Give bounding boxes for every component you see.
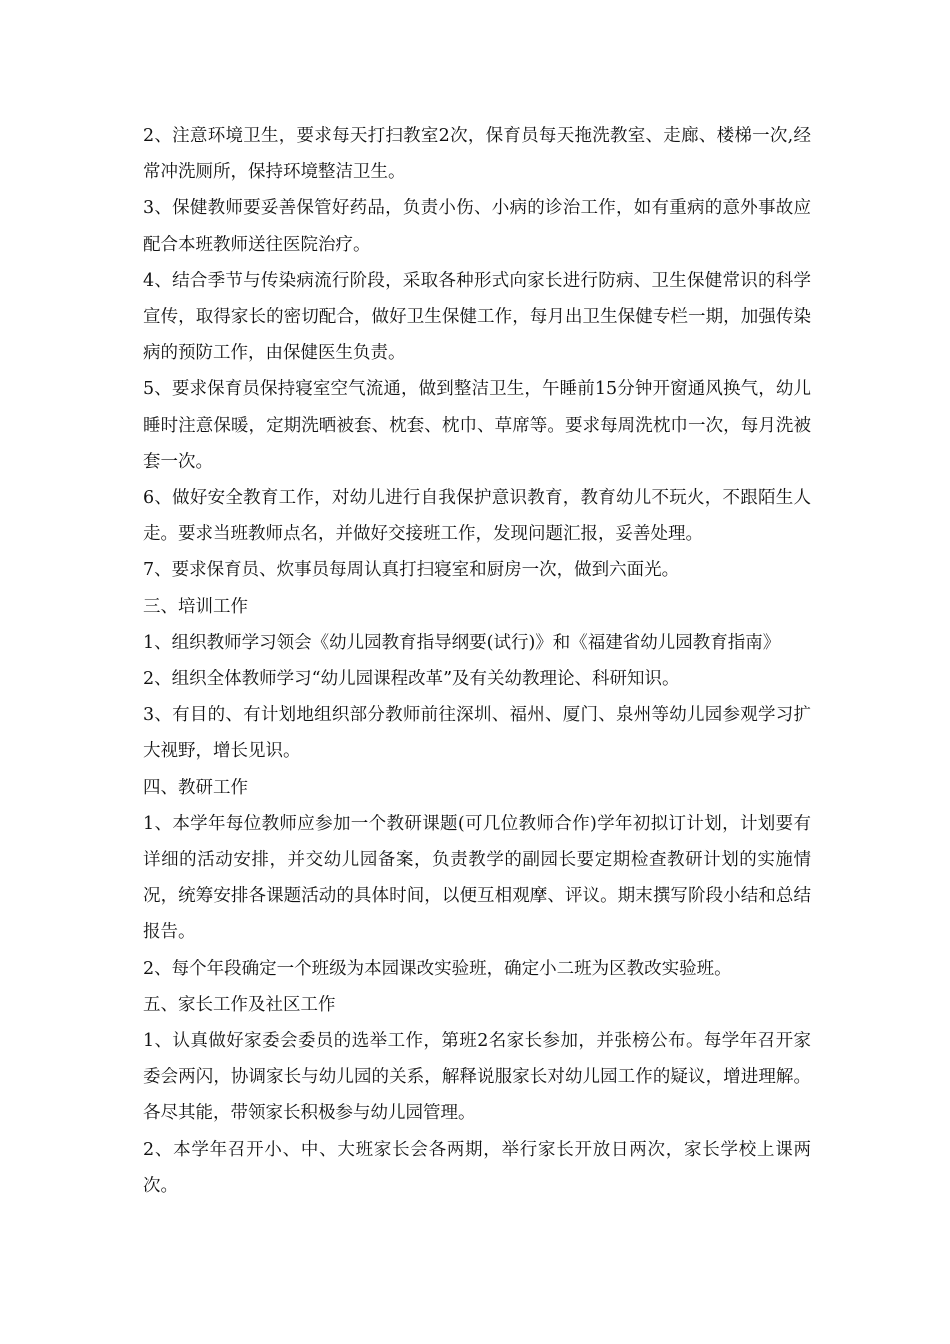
paragraph: 2、每个年段确定一个班级为本园课改实验班，确定小二班为区教改实验班。 xyxy=(143,958,732,979)
paragraph: 2、本学年召开小、中、大班家长会各两期，举行家长开放日两次，家长学校上课两次。 xyxy=(143,1139,811,1196)
paragraph: 2、组织全体教师学习“幼儿园课程改革”及有关幼教理论、科研知识。 xyxy=(143,669,680,690)
section-heading: 三、培训工作 xyxy=(143,596,248,617)
section-heading: 四、教研工作 xyxy=(143,777,248,798)
paragraph: 3、有目的、有计划地组织部分教师前往深圳、福州、厦门、泉州等幼儿园参观学习扩大视野，增长见识。 xyxy=(143,705,811,762)
paragraph: 1、本学年每位教师应参加一个教研课题(可几位教师合作)学年初拟订计划，计划要有详细的活动安排，并交幼儿园备案，负责教学的副园长要定期检查教研计划的实施情况，统筹安排各课题活动的具体时间，以便互相观摩、评议。期末撰写阶段小结和总结报告。 xyxy=(143,813,811,943)
paragraph: 1、组织教师学习领会《幼儿园教育指导纲要(试行)》和《福建省幼儿园教育指南》 xyxy=(143,632,781,653)
paragraph: 3、保健教师要妥善保管好药品，负责小伤、小病的诊治工作，如有重病的意外事故应配合本班教师送往医院治疗。 xyxy=(143,198,811,255)
paragraph: 5、要求保育员保持寝室空气流通，做到整洁卫生，午睡前15分钟开窗通风换气，幼儿睡时注意保暖，定期洗晒被套、枕套、枕巾、草席等。要求每周洗枕巾一次，每月洗被套一次。 xyxy=(143,379,811,472)
document-body xyxy=(143,118,811,1204)
paragraph: 2、注意环境卫生，要求每天打扫教室2次，保育员每天拖洗教室、走廊、楼梯一次,经常冲洗厕所，保持环境整洁卫生。 xyxy=(143,126,811,183)
paragraph: 7、要求保育员、炊事员每周认真打扫寝室和厨房一次，做到六面光。 xyxy=(143,560,680,581)
section-heading: 五、家长工作及社区工作 xyxy=(143,994,336,1015)
paragraph: 4、结合季节与传染病流行阶段，采取各种形式向家长进行防病、卫生保健常识的科学宣传，取得家长的密切配合，做好卫生保健工作，每月出卫生保健专栏一期，加强传染病的预防工作，由保健医生负责。 xyxy=(143,270,811,364)
paragraph: 1、认真做好家委会委员的选举工作，第班2名家长参加，并张榜公布。每学年召开家委会两闪，协调家长与幼儿园的关系，解释说服家长对幼儿园工作的疑议，增进理解。各尽其能，带领家长积极参与幼儿园管理。 xyxy=(143,1031,811,1124)
paragraph: 6、做好安全教育工作，对幼儿进行自我保护意识教育，教育幼儿不玩火，不跟陌生人走。要求当班教师点名，并做好交接班工作，发现问题汇报，妥善处理。 xyxy=(143,488,811,545)
